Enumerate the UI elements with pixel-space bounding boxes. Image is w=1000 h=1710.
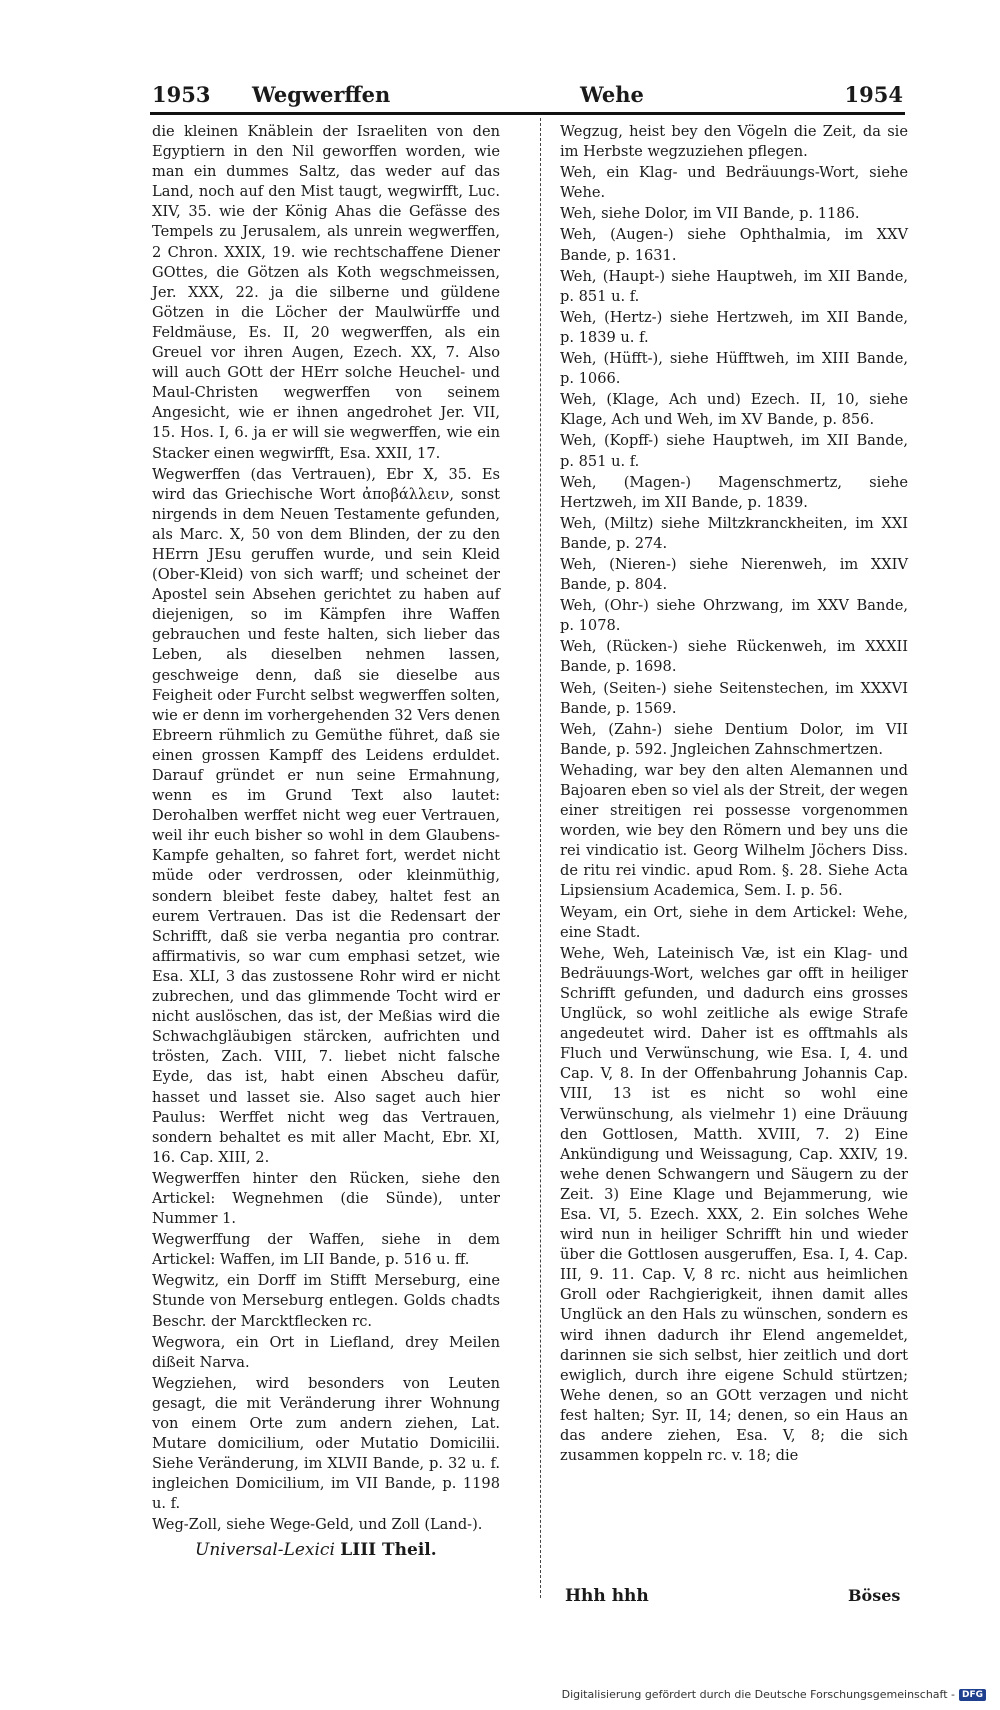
- entry-weh-magen: Weh, (Magen-) Magenschmertz, siehe Hertzweh, im XII Bande, p. 1839.: [560, 473, 908, 511]
- entry-weh-kopff: Weh, (Kopff-) siehe Hauptweh, im XII Bande, p. 851 u. f.: [560, 432, 908, 470]
- entry-weh-miltz: Weh, (Miltz) siehe Miltzkranckheiten, im XXI Bande, p. 274.: [560, 514, 908, 552]
- header-word-right: Wehe: [580, 82, 644, 107]
- signature-mark: Hhh hhh: [565, 1586, 649, 1606]
- header-word-left: Wegwerffen: [252, 82, 391, 107]
- entry-wehe: Wehe, Weh, Lateinisch Væ, ist ein Klag- und Bedräuungs-Wort, welches gar offt in heiliger Schrifft gefunden, und dadurch eins grosses Unglück, so wohl zeitliche als ewige Strafe angedeutet wird. Daher ist es offtmahls als Fluch und Verwünschung, wie Esa. I, 4. und Cap. V, 8. In der Offenbahrung Johannis Cap. VIII, 13 ist es nicht so wohl eine Verwünschung, als vielmehr 1) eine Dräuung den Gottlosen, Matth. XVIII, 7. 2) Eine Ankündigung und Weissagung, Cap. XXIV, 19. wehe denen Schwangern und Säugern zu der Zeit. 3) Eine Klage und Bejammerung, wie Esa. VI, 5. Ezech. XXX, 2. Ein solches Wehe wird nun in heiliger Schrifft hin und wieder über die Gottlosen ausgeruffen, Esa. I, 4. Cap. III, 9. 11. Cap. V, 8 rc. nicht aus heimlichen Groll oder Rachgierigkeit, ihnen damit alles Unglück an den Hals zu wünschen, sondern es wird ihnen dadurch ihr Elend angemeldet, darinnen sie sich selbst, hier zeitlich und dort ewiglich, durch ihre eigene Schuld stürtzen; Wehe denen, so an GOtt verzagen und nicht fest halten; Syr. II, 14; denen, so ein Haus an das andere ziehen, Esa. V, 8; die sich zusammen koppeln rc. v. 18; die: [560, 944, 908, 1465]
- page-number-left: 1953: [152, 82, 211, 107]
- left-column: [152, 122, 500, 1537]
- dfg-logo: DFG: [959, 1689, 986, 1701]
- catchword: Böses: [848, 1586, 901, 1605]
- volume-signature: [195, 1540, 437, 1560]
- entry-weh-nieren: Weh, (Nieren-) siehe Nierenweh, im XXIV Bande, p. 804.: [560, 555, 908, 594]
- entry-wegwerffen-ruecken: Wegwerffen hinter den Rücken, siehe den Artickel: Wegnehmen (die Sünde), unter Nummer 1.: [152, 1169, 500, 1228]
- entry-weh-ohr: Weh, (Ohr-) siehe Ohrzwang, im XXV Bande, p. 1078.: [560, 597, 908, 635]
- entry-weh: Weh, ein Klag- und Bedräuungs-Wort, siehe Wehe.: [560, 164, 908, 202]
- entry-weh-augen: Weh, (Augen-) siehe Ophthalmia, im XXV Bande, p. 1631.: [560, 226, 908, 264]
- entry-wegziehen: Wegziehen, wird besonders von Leuten gesagt, die mit Veränderung ihrer Wohnung von einem Orte zum andern ziehen, Lat. Mutare domicilium, oder Mutatio Domicilii. Siehe Veränderung, im XLVII Bande, p. 32 u. f. ingleichen Domicilium, im VII Bande, p. 1198 u. f.: [152, 1374, 500, 1513]
- volume-title: Universal-Lexici: [195, 1540, 335, 1560]
- entry-wehading: Wehading, war bey den alten Alemannen und Bajoaren eben so viel als der Streit, der wegen einer streitigen rei possesse vorgenommen worden, wie bey den Römern und bey uns die rei vindicatio ist. Georg Wilhelm Jöchers Diss. de ritu rei vindic. apud Rom. §. 28. Siehe Acta Lipsiensium Academica, Sem. I. p. 56.: [560, 761, 908, 900]
- entry-wegwitz: Wegwitz, ein Dorff im Stifft Merseburg, eine Stunde von Merseburg entlegen. Golds chadts Beschr. der Marcktflecken rc.: [152, 1272, 500, 1330]
- credit-text: Digitalisierung gefördert durch die Deutsche Forschungsgemeinschaft -: [561, 1688, 955, 1701]
- column-divider: [540, 118, 541, 1598]
- right-column: [560, 122, 908, 1467]
- entry-weh-rucken: Weh, (Rücken-) siehe Rückenweh, im XXXII Bande, p. 1698.: [560, 638, 908, 676]
- entry-wegwerffung: Wegwerffung der Waffen, siehe in dem Artickel: Waffen, im LII Bande, p. 516 u. ff.: [152, 1231, 500, 1269]
- digitization-credit: [562, 1688, 986, 1701]
- entry-weh-seiten: Weh, (Seiten-) siehe Seitenstechen, im XXXVI Bande, p. 1569.: [560, 679, 908, 717]
- entry-wegwora: Wegwora, ein Ort in Liefland, drey Meilen dißeit Narva.: [152, 1333, 500, 1371]
- entry-weg-zoll: Weg-Zoll, siehe Wege-Geld, und Zoll (Land-).: [152, 1516, 483, 1534]
- page-number-right: 1954: [844, 82, 903, 107]
- entry-weh-zahn: Weh, (Zahn-) siehe Dentium Dolor, im VII Bande, p. 592. Jngleichen Zahnschmertzen.: [560, 720, 908, 758]
- entry-weh-klage: Weh, (Klage, Ach und) Ezech. II, 10, siehe Klage, Ach und Weh, im XV Bande, p. 856.: [560, 391, 908, 429]
- volume-number: LIII Theil.: [340, 1540, 437, 1560]
- entry-wegwerffen-vertrauen: Wegwerffen (das Vertrauen), Ebr X, 35. Es wird das Griechische Wort ἀποβάλλειν, sonst nirgends in dem Neuen Testamente gefunden, als Marc. X, 50 von dem Blinden, der zu den HErrn JEsu geruffen wurde, und sein Kleid (Ober-Kleid) von sich warff; und scheinet der Apostel sein Absehen gerichtet zu haben auf diejenigen, so im Kämpfen ihre Waffen gebrauchen und feste halten, sich lieber das Leben, als dieselben nehmen lassen, geschweige denn, daß sie dieselbe aus Feigheit oder Furcht selbst wegwerffen solten, wie er denn im vorhergehenden 32 Vers denen Ebreern rühmlich zu Gemüthe führet, daß sie einen grossen Kampff des Leidens erduldet. Darauf gründet er nun seine Ermahnung, wenn es im Grund Text also lautet: Derohalben werffet nicht weg euer Vertrauen, weil ihr euch bisher so wohl in dem Glaubens-Kampfe gehalten, so fahret fort, werdet nicht müde oder verdrossen, oder kleinmüthig, sondern bleibet feste dabey, haltet fest an eurem Vertrauen. Das ist die Redensart der Schrifft, daß sie verba negantia pro contrar. affirmativis, so war cum emphasi setzet, wie Esa. XLI, 3 das zustossene Rohr wird er nicht zubrechen, und das glimmende Tocht wird er nicht auslöschen, das ist, der Meßias wird die Schwachgläubigen stärcken, aufrichten und trösten, Zach. VIII, 7. liebet nicht falsche Eyde, das ist, habt einen Abscheu dafür, hasset und lasset sie. Also saget auch hier Paulus: Werffet nicht weg das Vertrauen, sondern behaltet es mit aller Macht, Ebr. XI, 16. Cap. XIII, 2.: [152, 465, 500, 1166]
- entry-weh-dolor: Weh, siehe Dolor, im VII Bande, p. 1186.: [560, 205, 860, 223]
- entry-weh-hufft: Weh, (Hüfft-), siehe Hüfftweh, im XIII Bande, p. 1066.: [560, 350, 908, 388]
- running-header: [150, 78, 905, 115]
- entry-weh-haupt: Weh, (Haupt-) siehe Hauptweh, im XII Bande, p. 851 u. f.: [560, 267, 908, 305]
- entry-weyam: Weyam, ein Ort, siehe in dem Artickel: Wehe, eine Stadt.: [560, 903, 908, 941]
- entry-wegzug: Wegzug, heist bey den Vögeln die Zeit, da sie im Herbste wegzuziehen pflegen.: [560, 123, 908, 161]
- entry-weh-hertz: Weh, (Hertz-) siehe Hertzweh, im XII Bande, p. 1839 u. f.: [560, 308, 908, 346]
- entry-text: die kleinen Knäblein der Israeliten von den Egyptiern in den Nil geworffen worden, wie man ein dummes Saltz, das weder auf das Land, noch auf den Mist taugt, wegwirfft, Luc. XIV, 35. wie der König Ahas die Gefässe des Tempels zu Jerusalem, als unrein wegwerffen, 2 Chron. XXIX, 19. wie rechtschaffene Diener GOttes, die Götzen als Koth wegschmeissen, Jer. XXX, 22. ja die silberne und güldene Götzen in die Löcher der Maulwürffe und Feldmäuse, Es. II, 20 wegwerffen, als ein Greuel vor ihren Augen, Ezech. XX, 7. Also will auch GOtt der HErr solche Heuchel- und Maul-Christen wegwerffen von seinem Angesicht, wie er ihnen angedrohet Jer. VII, 15. Hos. I, 6. ja er will sie wegwerffen, wie ein Stacker einen wegwirfft, Esa. XXII, 17.: [152, 123, 500, 462]
